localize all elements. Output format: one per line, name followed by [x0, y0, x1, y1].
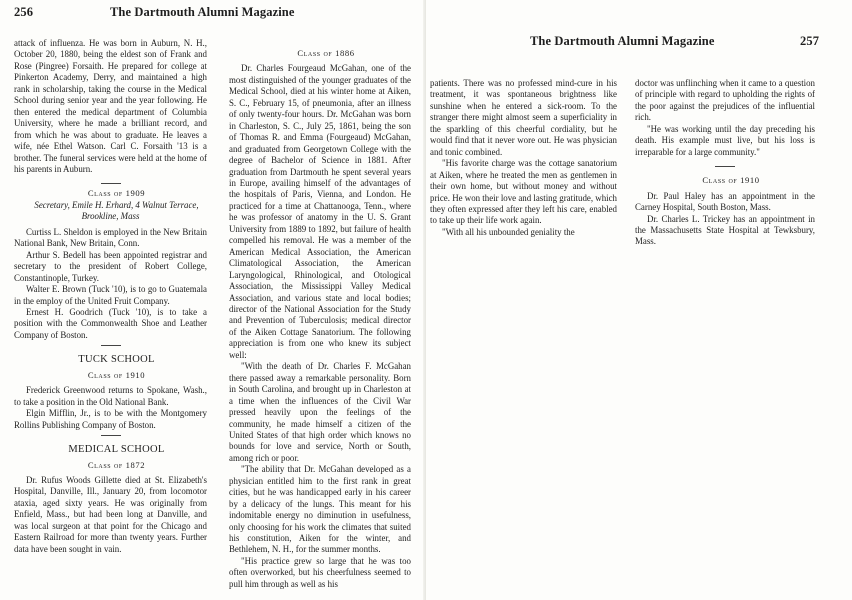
- medical-school-heading: MEDICAL SCHOOL: [68, 444, 165, 456]
- appreciation-paragraph: "His favorite charge was the cottage sanatorium at Aiken, where he treated the men as gentlemen in their own home, but without money and without price. He won their love and lasting gratitude, which they often expressed after they left his care, enabled to take up their life work again.: [430, 158, 617, 226]
- right-page: [426, 0, 852, 600]
- appreciation-paragraph: "He was working until the day preceding his death. His example must live, but his loss is irreparable for a large community.": [635, 123, 815, 157]
- right-column-1: [430, 78, 617, 238]
- left-column-1: [14, 38, 207, 555]
- obituary-gillette: Dr. Rufus Woods Gillette died at St. Elizabeth's Hospital, Danville, Ill., January 20, from locomotor ataxia, aged sixty years. He was originally from Enfield, Mass., but had been long at Danville, and was local surgeon at that point for the Chicago and Eastern Railroad for more than twenty years. Further data have been sought in vain.: [14, 474, 207, 554]
- news-item: Elgin Mifflin, Jr., is to be with the Montgomery Rollins Publishing Company of Boston.: [14, 408, 207, 430]
- class-heading-1909: Class of 1909: [87, 188, 146, 199]
- secretary-1909: Secretary, Emile H. Erhard, 4 Walnut Terrace, Brookline, Mass: [34, 199, 199, 222]
- news-item: Dr. Paul Haley has an appointment in the Carney Hospital, South Boston, Mass.: [635, 190, 815, 213]
- page-number-left: 256: [14, 5, 34, 19]
- appreciation-paragraph: "With the death of Dr. Charles F. McGahan there passed away a remarkable personality. Born in South Carolina, and brought up in Charleston at a time when the influences of the Civil War pressed heavily upon the feelings of the community, he made himself a citizen of the United States of that high order which knows no bounds for love and service, North or South, among rich or poor.: [229, 361, 411, 463]
- class-heading-1886: Class of 1886: [297, 48, 355, 58]
- class-heading-1910-medical: Class of 1910: [702, 175, 760, 186]
- right-column-2: [635, 78, 815, 248]
- left-column-2: [229, 48, 411, 590]
- appreciation-continuation: doctor was unflinching when it came to a question of principle with regard to upholding the rights of the poor against the prejudices of the influential rich.: [635, 78, 815, 123]
- page-number-right: 257: [800, 34, 820, 48]
- obituary-continuation: attack of influenza. He was born in Auburn, N. H., October 20, 1880, being the eldest son of Frank and Rose (Pingree) Forsaith. He prepared for college at Pinkerton Academy, Derry, and maintained a high rank in scholarship, taking the course in the Medical School during senior year and the year following. He then entered the medical department of Columbia University, where he made a brilliant record, and from which he was about to graduate. He leaves a wife, née Ethel Watson. Carl C. Forsaith '13 is a brother. The funeral services were held at the home of his parents in Auburn.: [14, 38, 207, 174]
- obituary-mcgahan: Dr. Charles Fourgeaud McGahan, one of the most distinguished of the younger graduates of the Medical School, died at his winter home at Aiken, S. C., February 15, of pneumonia, after an illness of only twenty-four hours. Dr. McGahan was born in Charleston, S. C., July 25, 1861, being the son of Thomas R. and Emma (Fourgeaud) McGahan, and graduated from Georgetown College with the degree of Bachelor of Science in 1881. After graduation from Dartmouth he spent several years in Europe, availing himself of the advantages of the hospitals of Paris, Vienna, and London. He practiced for a time at Chattanooga, Tenn., where he was professor of anatomy in the U. S. Grant University from 1889 to 1892, but failure of health compelled his removal. He was a member of the American Medical Association, the American Climatological Association, the American Laryngological, Rhinological, and Otological Association, the Mississippi Valley Medical Association, and various state and local bodies; director of the National Association for the Study and Prevention of Tuberculosis; medical director of the Aiken Cottage Sanatorium. The following appreciation is from one who knew its subject well:: [229, 63, 411, 360]
- class-heading-1872: Class of 1872: [87, 459, 146, 470]
- appreciation-continuation: patients. There was no professed mind-cure in his treatment, it was spontaneous brightness like sunshine when he entered a sick-room. To the stranger there might almost seem a superficiality in the sparkling of this cheerful cordiality, but he would find that it never wore out. He was physician and tonic combined.: [430, 78, 617, 157]
- class-heading-1910-tuck: Class of 1910: [87, 369, 146, 380]
- appreciation-paragraph: "His practice grew so large that he was too often overworked, but his cheerfulness seemed to pull him through as well as his: [229, 555, 411, 589]
- running-head-left: The Dartmouth Alumni Magazine: [110, 5, 295, 19]
- news-item: Dr. Charles L. Trickey has an appointment in the Massachusetts State Hospital at Tewksbury, Mass.: [635, 213, 815, 247]
- tuck-school-heading: TUCK SCHOOL: [78, 354, 155, 366]
- news-item: Frederick Greenwood returns to Spokane, Wash., to take a position in the Old National Bank.: [14, 385, 207, 407]
- news-item: Walter E. Brown (Tuck '10), is to go to Guatemala in the employ of the United Fruit Company.: [14, 284, 207, 306]
- news-item: Ernest H. Goodrich (Tuck '10), is to take a position with the Commonwealth Shoe and Leather Company of Boston.: [14, 306, 207, 340]
- news-item: Curtiss L. Sheldon is employed in the New Britain National Bank, New Britain, Conn.: [14, 226, 207, 249]
- news-item: Arthur S. Bedell has been appointed registrar and secretary to the president of Robert College, Constantinople, Turkey.: [14, 249, 207, 283]
- running-head-right: The Dartmouth Alumni Magazine: [530, 34, 715, 48]
- appreciation-paragraph: "With all his unbounded geniality the: [442, 226, 575, 237]
- appreciation-paragraph: "The ability that Dr. McGahan developed as a physician entitled him to the first rank in great cities, but he was handicapped early in his career by a delicacy of the lungs. This meant for his indomitable energy no diminution in usefulness, only choosing for his work the climates that suited his constitution, Aiken for the winter, and Bethlehem, N. H., for the summer months.: [229, 464, 411, 555]
